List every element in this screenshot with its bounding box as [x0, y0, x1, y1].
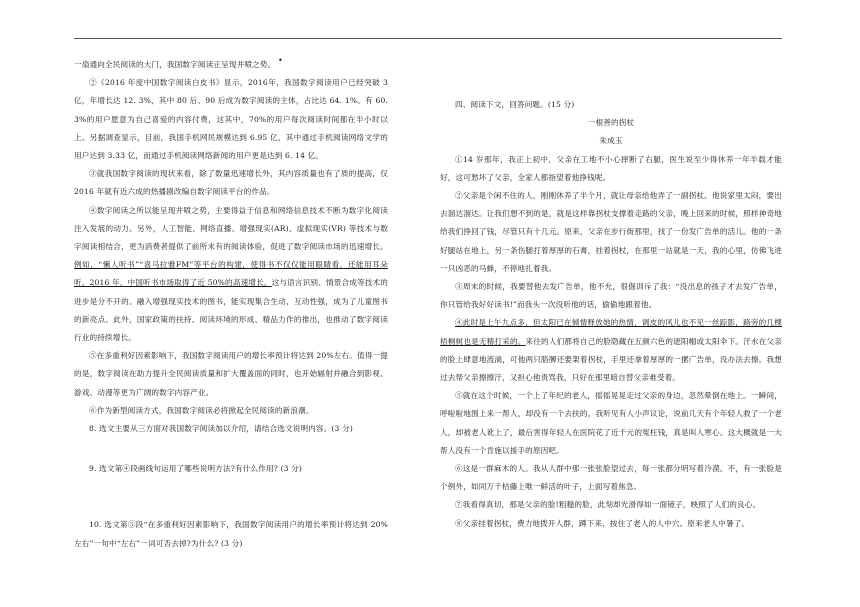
paragraph-6: ⑥作为新型阅读方式，我国数字阅读必将掀起全民阅读的新浪潮。 [89, 405, 314, 415]
question-8: 8. 选文主要从三方面对我国数字阅读加以介绍，请结合选文说明内容。(3 分) [89, 424, 353, 434]
passage-paragraph-4 [440, 314, 782, 387]
underlined-sentence: 例如，“懒人听书”“喜马拉雅FM”等平台的构建，使得书不仅仅能用眼睛看，还能用耳朵听。2016 年，中国听书市场取得了近 50%的高速增长。 [74, 260, 388, 288]
section-top-space [440, 56, 782, 96]
header-rule [74, 38, 782, 39]
passage-paragraph-3: ③周末的时候，我要替他去发广告单，他不允，很倔训斥了我：“没出息的孩子才去发广告单，你只管给我好好读书!”而我头一次没听他的话，偷偷地跟着他。 [440, 282, 782, 310]
paragraph-2: ②《2016 年度中国数字阅读白皮书》显示，2016年，我国数字阅读用户已经突破 3亿，年增长达 12. 3%，其中 80 后、90 后成为数字阅读的主体，占比达 64. 1%。有 60. 3%的用户愿意为自己喜爱的内容付费，这其中，70%的用户每次阅读时间都在半小时以上。另据调查显示，目前，我国手机网民规模达到 6.95 亿，其中通过手机阅读网络文学的用户达到 3.33 亿，而通过手机阅读网络新闻的用户更是达到 6. 14 亿。 [74, 78, 388, 161]
passage-paragraph-6: ⑥这是一群麻木的人。我从人群中那一张张脸望过去，每一张都分明写着冷漠。不，有一张脸是个例外，如同万千枯藤上唯一鲜活的叶子，上面写着焦急。 [440, 464, 782, 492]
question-9: 9. 选文第④段画线句运用了哪些说明方法?有什么作用? (3 分) [89, 464, 302, 474]
passage-author: 朱成玉 [599, 136, 623, 146]
passage-underlined-sentence: ④此时是上午九点多，但太阳已在倾情释放她的热情，调皮的风儿也不见一丝踪影，路旁的几棵梧桐树也是无精打采的。 [440, 318, 782, 346]
answer-space-9 [74, 478, 388, 516]
passage-paragraph-7: ⑦我看得真切，那是父亲的脸!粗糙的脸，此刻却光滑得如一面镜子，映照了人们的良心。 [455, 500, 761, 510]
passage-paragraph-5: ⑤就在这个时候，一个上了年纪的老人，摇摇晃晃走过父亲的身边，忽然晕倒在地上。一瞬间，呼啦啦地围上来一帮人，却没有一个去扶的。我听见有人小声议论，说前几天有个年轻人救了一个老人，却被老人讹上了，最后害得年轻人在医院花了近千元的冤枉钱，真是叫人寒心。这大概就是一大帮人没有一个肯施以援手的原因吧。 [440, 391, 782, 455]
passage-paragraph-8: ⑧父亲挂着拐杖，费力地拨开人群，蹲下来，按住了老人的人中穴。原来老人中暑了。 [455, 518, 750, 528]
paragraph-4 [74, 202, 388, 348]
answer-space-8 [74, 438, 388, 460]
stray-mark: • [278, 56, 283, 65]
paragraph-intro-tail: 一扇通向全民阅读的大门，我国数字阅读正呈现井喷之势。 [74, 60, 276, 69]
passage-paragraph-1: ①14 岁那年，我正上初中，父亲在工地不小心摔断了右腿，医生说至少得休养一年半载才能好，这可愁坏了父亲，全家人都指望着他挣钱呢。 [440, 154, 782, 182]
paragraph-4-part-a: ④数字阅读之所以能呈现井喷之势，主要得益于信息和网络信息技术不断为数字化阅读注入发展的动力。另外，人工智能、网络直播、增强现实(AR)、虚拟现实(VR) 等技术与数字阅读相结合，更为消费者提供了前所未有的阅读体验，促进了数字阅读市场的迅速增长。 [74, 205, 388, 252]
passage-title: 一根善的拐杖 [587, 118, 635, 128]
section-heading: 四、阅读下文，回答问题。(15 分) [455, 100, 575, 109]
right-column [440, 56, 782, 533]
paragraph-4-part-b: 这与语言识别、情景合成等技术的进步是分不开的。融入增强现实技术的图书，能实现集合生动、互动性强，成为了儿童图书的新亮点。此外，国家政策的扶持、阅读环境的形成、精品力作的推出，也推动了数字阅读行业的持续增长。 [74, 278, 388, 343]
paragraph-5: ⑤在多重利好因素影响下，我国数字阅读用户的增长率预计将达到 20%左右。值得一提的是，数字阅读在助力提升全民阅读质量和扩大覆盖面的同时，也开始辐射并融合到影视、游戏、动漫等更为广阔的数字内容产业。 [74, 351, 388, 397]
paragraph-3: ③就我国数字阅读的现状来看，除了数量迅速增长外，其内容质量也有了质的提高，仅 2016 年就有近六成的热播剧改编自数字阅读平台的作品。 [74, 169, 388, 197]
question-10: 10. 选文第⑤段“在多重利好因素影响下，我国数字阅读用户的增长率预计将达到 20%左右”一句中“左右”一词可否去掉?为什么? (3 分) [74, 520, 388, 548]
passage-paragraph-2: ②父亲是个闲不住的人，刚刚休养了半个月，就让母亲给他弄了一副拐杖。他说家里太闷，要出去溜达溜达。让我们想不到的是，就是这样靠拐杖支撑着走路的父亲，晚上回来的时候，照样神奇地给我们挣回了钱，尽管只有十几元。原来，父亲在步行街那里，找了一份发广告单的活儿。他的一条好腿站在地上，另一条伤腿打着厚厚的石膏，挂着拐杖，在那里一站就是一天，我的心里，仿佛飞进一只凶恶的马蜂，不停地扎着我。 [440, 191, 782, 273]
left-column [74, 56, 388, 553]
passage-paragraph-4-rest: 来往的人们都将自己的脸隐藏在五颜六色的遮阳帽或太阳伞下。汗水在父亲的脸上肆意地流淌，可他两只胳膊还要架着拐杖，手里还拿着厚厚的一摞广告单，没办法去擦。我想过去帮父亲擦擦汗，又担心他责骂我，只好在那里暗自替父亲难受着。 [440, 336, 782, 383]
